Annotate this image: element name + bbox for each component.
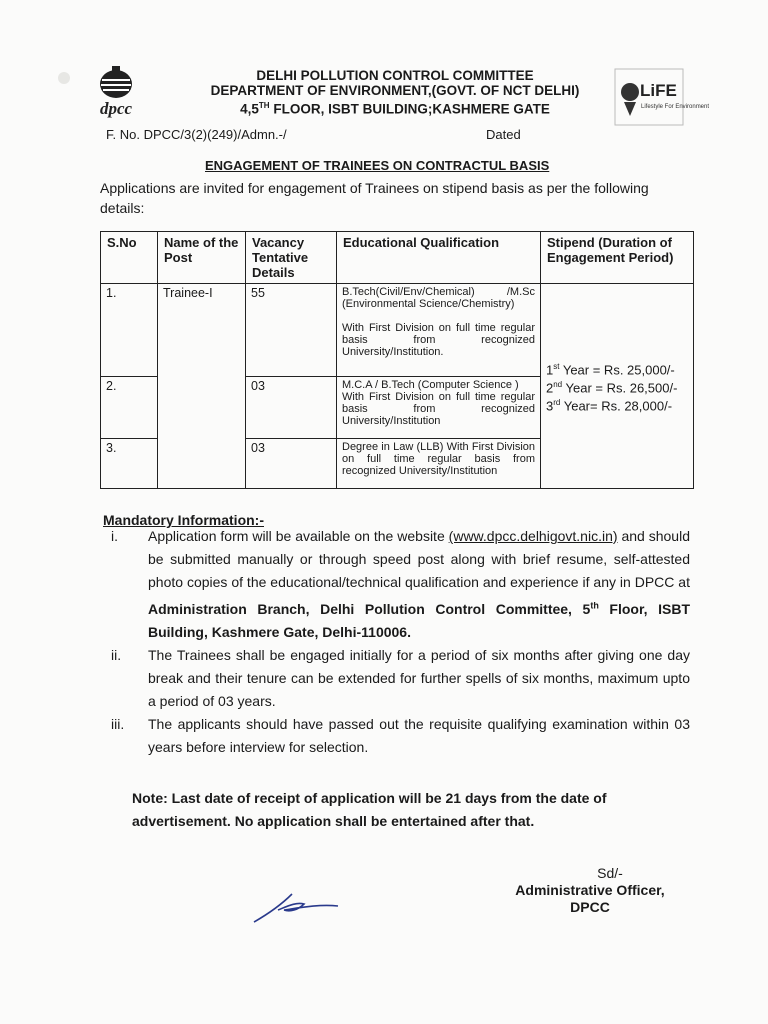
- stipend-year-3: 3rd Year= Rs. 28,000/-: [546, 398, 673, 414]
- col-header-sno: S.No: [101, 232, 158, 284]
- signatory-org: DPCC: [570, 899, 610, 915]
- list-item: iii. The applicants should have passed out the requisite qualifying examination within 03 years before interview for selection.: [100, 713, 690, 759]
- qualification-text: B.Tech(Civil/Env/Chemical) /M.Sc (Environmental Science/Chemistry): [342, 286, 535, 310]
- dated-label: Dated: [486, 127, 521, 142]
- signature-block: [480, 865, 700, 916]
- punch-hole: [58, 72, 70, 84]
- intro-paragraph: Applications are invited for engagement of Trainees on stipend basis as per the following details:: [100, 180, 649, 216]
- col-header-post: Name of the Post: [158, 232, 246, 284]
- mandatory-info-title: Mandatory Information:-: [103, 512, 264, 528]
- qualification-note: With First Division on full time regular basis from recognized University/Institution.: [342, 322, 535, 358]
- life-logo: [614, 68, 710, 126]
- list-item-number: ii.: [111, 646, 122, 663]
- org-name: DELHI POLLUTION CONTROL COMMITTEE: [256, 68, 534, 83]
- table-header-row: [101, 232, 694, 284]
- cell-qualification: [337, 377, 541, 439]
- vacancy-table: [100, 231, 694, 489]
- signature-sd: Sd/-: [597, 865, 623, 881]
- qualification-text: Degree in Law (LLB) With First Division on full time regular basis from recognized University/Institution: [342, 441, 535, 477]
- address-number: 4,5: [240, 101, 259, 117]
- cell-vacancy: 55: [246, 284, 337, 377]
- qualification-text: M.C.A / B.Tech (Computer Science ): [342, 379, 519, 391]
- svg-text:LiFE: LiFE: [640, 81, 677, 100]
- signature-scribble: [248, 884, 348, 928]
- department-name: DEPARTMENT OF ENVIRONMENT,(GOVT. OF NCT DELHI): [210, 83, 580, 98]
- col-header-vacancy: Vacancy Tentative Details: [246, 232, 337, 284]
- address-rest: FLOOR, ISBT BUILDING;KASHMERE GATE: [269, 101, 550, 117]
- stipend-year-1: 1st Year = Rs. 25,000/-: [546, 361, 675, 377]
- dpcc-logo: [86, 62, 146, 124]
- note-paragraph: Note: Last date of receipt of application will be 21 days from the date of advertisement. No application shall be entertained after that.: [132, 790, 607, 829]
- qualification-note: With First Division on full time regular basis from recognized University/Institution: [342, 391, 535, 427]
- stipend-year-2: 2nd Year = Rs. 26,500/-: [546, 379, 678, 396]
- col-header-stipend: Stipend (Duration of Engagement Period): [541, 232, 694, 284]
- website-link[interactable]: (www.dpcc.delhigovt.nic.in): [448, 528, 618, 544]
- cell-post: Trainee-I: [158, 284, 246, 489]
- list-item: ii. The Trainees shall be engaged initially for a period of six months after giving one day break and their tenure can be extended for further spells of six months, maximum upto a period of 03 years.: [100, 644, 690, 713]
- letterhead: [150, 68, 640, 117]
- cell-qualification: [337, 439, 541, 489]
- svg-text:Lifestyle For Environment: Lifestyle For Environment: [641, 104, 710, 110]
- table-row: [101, 284, 694, 377]
- mandatory-info-list: [100, 525, 690, 759]
- cell-stipend: [541, 284, 694, 489]
- signatory-title: Administrative Officer,: [515, 882, 665, 898]
- cell-sno: 2.: [101, 377, 158, 439]
- cell-qualification: [337, 284, 541, 377]
- cell-sno: 3.: [101, 439, 158, 489]
- list-item: i. Application form will be available on the website (www.dpcc.delhigovt.nic.in) and should be submitted manually or through speed post along with brief resume, self-attested photo copies of the educational/technical qualification and experience if any in DPCC at Administration Branch, Delhi Pollution Control Committee, 5th Floor, ISBT Building, Kashmere Gate, Delhi-110006.: [100, 525, 690, 644]
- col-header-qualification: Educational Qualification: [337, 232, 541, 284]
- file-number: F. No. DPCC/3(2)(249)/Admn.-/: [106, 127, 287, 142]
- svg-text:dpcc: dpcc: [99, 99, 133, 118]
- list-item-number: iii.: [111, 715, 125, 732]
- cell-vacancy: 03: [246, 439, 337, 489]
- cell-sno: 1.: [101, 284, 158, 377]
- cell-vacancy: 03: [246, 377, 337, 439]
- address: [150, 98, 640, 117]
- subject-heading: ENGAGEMENT OF TRAINEES ON CONTRACTUL BASIS: [205, 158, 550, 173]
- address-superscript: TH: [258, 101, 270, 110]
- list-item-number: i.: [111, 528, 118, 544]
